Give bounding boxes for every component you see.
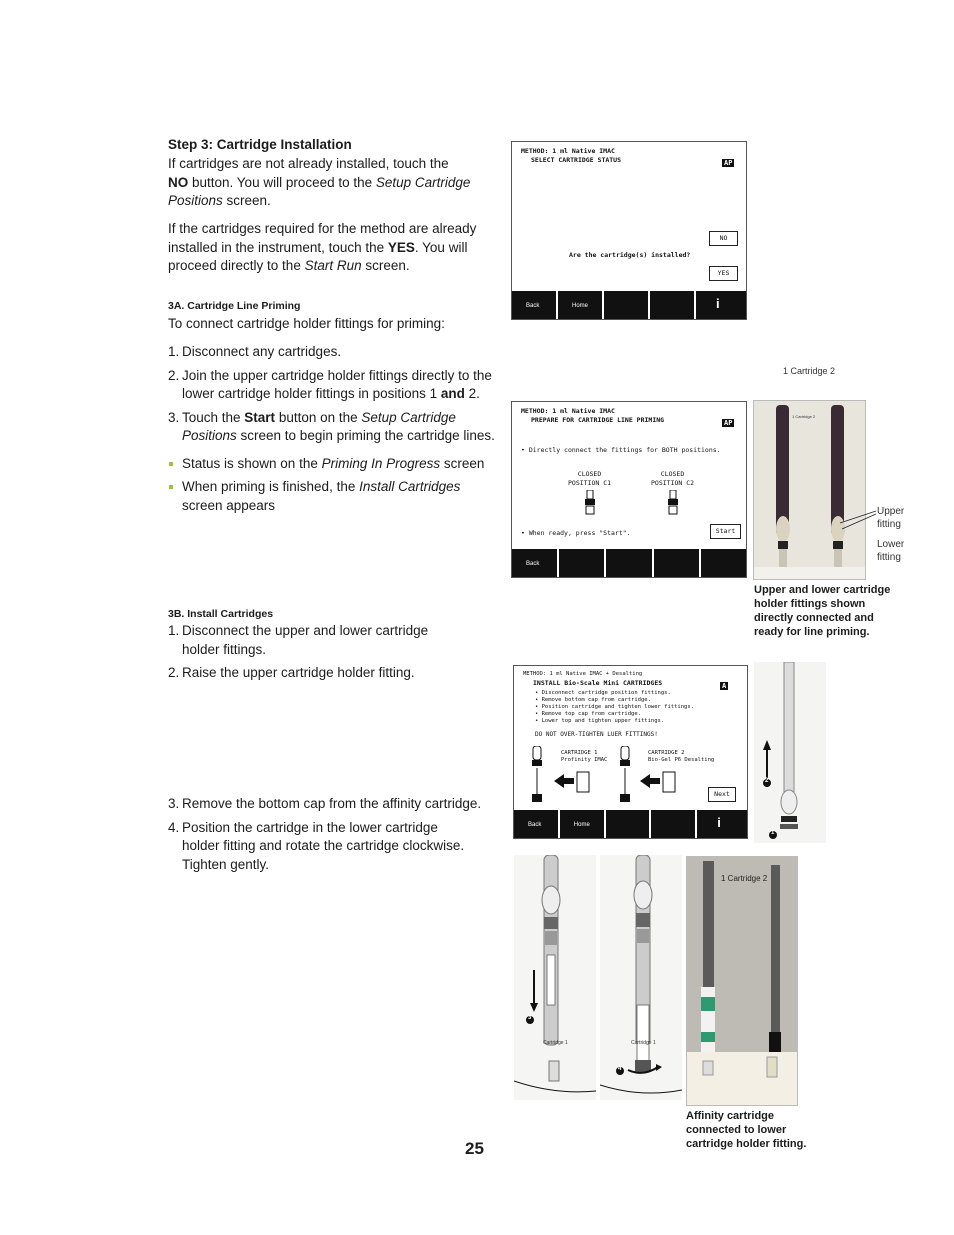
item-text: Disconnect the upper and lower cartridge holder fittings. xyxy=(182,623,429,657)
p1-text-b: button. You will proceed to the xyxy=(188,174,376,190)
item-text: button on the xyxy=(275,409,362,425)
info-button[interactable]: i xyxy=(716,296,720,311)
page-number: 25 xyxy=(465,1139,484,1158)
step-number-4: 4 xyxy=(618,1066,622,1072)
screen-line-priming xyxy=(511,401,747,578)
blank-button[interactable] xyxy=(559,549,606,577)
step3-paragraph-1 xyxy=(168,155,486,211)
p1-italic: Setup Cartridge Positions xyxy=(168,174,471,208)
p1-text-a: If cartridges are not already installed, touch the xyxy=(168,156,449,171)
bullet-item xyxy=(168,478,482,515)
upper-fitting-label: Upper fitting xyxy=(877,506,905,530)
photo-position-cartridge xyxy=(600,855,682,1100)
lower-fitting-label: Lower fitting xyxy=(877,539,905,563)
cartridge-holder-photo xyxy=(754,401,865,579)
next-button[interactable]: Next xyxy=(708,787,736,802)
home-button[interactable]: Home xyxy=(560,810,606,838)
screen-question: Are the cartridge(s) installed? xyxy=(569,251,691,259)
fitting-pointer-lines xyxy=(838,505,878,535)
bullet-text: screen appears xyxy=(182,497,276,513)
p2-italic: Start Run xyxy=(304,258,362,273)
item-italic: Setup Cartridge Positions xyxy=(182,409,456,443)
section-3b-title: 3B. Install Cartridges xyxy=(168,608,274,620)
item-text: Join the upper cartridge holder fittings directly to the lower cartridge holder fittings in positions 1 xyxy=(182,367,492,401)
photo-cartridge-label: Cartridge 1 xyxy=(543,1040,568,1046)
cartridge-type: Profinity IMAC xyxy=(561,757,608,763)
screen-button-bar xyxy=(512,291,746,319)
screen-code-badge: AP xyxy=(724,419,733,427)
back-button[interactable]: Back xyxy=(512,291,558,319)
list-item xyxy=(168,622,468,659)
section-3a-list xyxy=(168,343,503,515)
blank-button[interactable] xyxy=(701,549,746,577)
screen-instruction: • Directly connect the fittings for BOTH positions. xyxy=(521,446,721,454)
step3-title: Step 3: Cartridge Installation xyxy=(168,137,352,152)
no-button[interactable]: NO xyxy=(709,231,738,246)
item-text: Touch the xyxy=(182,409,245,425)
list-item xyxy=(168,367,503,404)
back-button[interactable]: Back xyxy=(512,549,559,577)
bullet-italic: Priming In Progress xyxy=(321,455,441,471)
item-text: Remove the bottom cap from the affinity cartridge. xyxy=(182,796,482,811)
screen-step: • Remove bottom cap from cartridge. xyxy=(535,697,651,703)
item-number: 2. xyxy=(168,367,180,383)
photo-caption: Affinity cartridge connected to lower cartridge holder fitting. xyxy=(686,1110,807,1150)
screen-method: METHOD: 1 ml Native IMAC xyxy=(521,147,615,155)
bullet-marker xyxy=(169,485,173,489)
screen-step: • Lower top and tighten upper fittings. xyxy=(535,718,665,724)
position-c1 xyxy=(568,470,611,521)
item-number: 3. xyxy=(168,796,180,811)
list-item xyxy=(168,795,493,814)
screen-header xyxy=(521,147,621,165)
bullet-item xyxy=(168,455,503,474)
list-item xyxy=(168,343,503,362)
p2-text-a: If the cartridges required for the method are already installed in the instrument, touch the xyxy=(168,221,477,255)
step-number-1: 1 xyxy=(771,830,775,836)
item-number: 4. xyxy=(168,819,180,835)
photo-cartridge-label: 1 Cartridge 2 xyxy=(783,366,836,376)
step3-paragraph-2 xyxy=(168,220,498,276)
screen-button-bar xyxy=(512,549,746,577)
start-button[interactable]: Start xyxy=(710,524,741,539)
home-button[interactable]: Home xyxy=(558,291,604,319)
screen-step: • Position cartridge and tighten lower fittings. xyxy=(535,704,694,710)
cartridge-number: CARTRIDGE 2 xyxy=(648,750,685,756)
screen-method: METHOD: 1 ml Native IMAC xyxy=(521,407,615,415)
position-cartridge-illustration xyxy=(600,855,682,1100)
yes-button[interactable]: YES xyxy=(709,266,738,281)
section-3b-list-b xyxy=(168,795,493,874)
bullet-text: When priming is finished, the xyxy=(182,479,360,494)
screen-install-cartridges xyxy=(513,665,748,839)
back-button[interactable]: Back xyxy=(514,810,560,838)
photo-cartridge-label: Cartridge 1 xyxy=(631,1040,656,1046)
section-3a-intro: To connect cartridge holder fittings for priming: xyxy=(168,316,445,331)
cartridge1-label xyxy=(561,750,607,764)
section-3a-title: 3A. Cartridge Line Priming xyxy=(168,300,301,312)
screen-steps xyxy=(535,690,694,725)
blank-button[interactable] xyxy=(651,810,697,838)
fitting-icon xyxy=(583,490,597,518)
screen-method: METHOD: 1 ml Native IMAC + Desalting xyxy=(523,671,643,677)
screen-code-badge: AP xyxy=(724,159,733,167)
item-bold: and xyxy=(440,386,465,401)
item-text: 2. xyxy=(464,386,480,401)
raise-fitting-illustration xyxy=(754,662,826,843)
info-button[interactable]: i xyxy=(717,815,721,830)
list-item xyxy=(168,664,468,683)
item-text: Disconnect any cartridges. xyxy=(182,344,342,359)
screen-title: INSTALL Bio-Scale Mini CARTRIDGES xyxy=(533,679,663,687)
section-3b-list-a xyxy=(168,622,468,683)
photo-remove-cap xyxy=(514,855,596,1100)
blank-button[interactable] xyxy=(650,291,696,319)
photo-affinity-cartridge xyxy=(686,856,798,1106)
screen-code-badge: A xyxy=(722,682,727,690)
p1-no: NO xyxy=(168,174,189,190)
screen-header xyxy=(521,407,664,425)
bullet-italic: Install Cartridges xyxy=(359,479,461,494)
list-item xyxy=(168,409,503,446)
screen-ready-text: • When ready, press "Start". xyxy=(521,529,631,537)
blank-button[interactable] xyxy=(606,549,653,577)
affinity-cartridge-photo xyxy=(687,857,797,1105)
position-label: POSITION C2 xyxy=(651,479,695,487)
item-bold: Start xyxy=(244,409,276,425)
screen-select-cartridge-status xyxy=(511,141,747,320)
p1-text-c: screen. xyxy=(222,193,271,208)
photo-inner-label: 1 Cartridge 2 xyxy=(792,414,816,419)
cartridge-type: Bio-Gel P6 Desalting xyxy=(648,757,715,763)
item-text: Position the cartridge in the lower cartridge holder fitting and rotate the cartridge clockwise. Tighten gently. xyxy=(182,819,465,872)
screen-button-bar xyxy=(514,810,747,838)
p2-yes: YES xyxy=(387,239,415,255)
bullet-text: screen xyxy=(440,455,485,471)
screen-warning: DO NOT OVER-TIGHTEN LUER FITTINGS! xyxy=(535,731,658,738)
photo-raise-fitting xyxy=(754,662,826,843)
screen-title: SELECT CARTRIDGE STATUS xyxy=(531,156,622,164)
item-number: 3. xyxy=(168,409,180,425)
item-number: 1. xyxy=(168,623,180,638)
step-number-3: 3 xyxy=(528,1015,532,1021)
photo-caption: Upper and lower cartridge holder fittings shown directly connected and ready for line priming. xyxy=(754,584,891,638)
fitting-icon xyxy=(666,490,680,518)
remove-cap-illustration xyxy=(514,855,596,1100)
blank-button[interactable] xyxy=(604,291,650,319)
screen-step: • Disconnect cartridge position fittings. xyxy=(535,690,671,696)
cartridge2-label xyxy=(648,750,714,764)
photo-fittings-connected xyxy=(753,400,866,580)
position-label: POSITION C1 xyxy=(568,479,612,487)
step-number-2: 2 xyxy=(765,778,769,784)
cartridge-number: CARTRIDGE 1 xyxy=(561,750,598,756)
item-text: Raise the upper cartridge holder fitting. xyxy=(182,665,415,680)
item-text: screen to begin priming the cartridge lines. xyxy=(236,428,495,443)
screen-title: PREPARE FOR CARTRIDGE LINE PRIMING xyxy=(531,416,665,424)
position-status: CLOSED xyxy=(577,470,602,478)
position-c2 xyxy=(651,470,694,521)
item-number: 2. xyxy=(168,665,180,680)
photo-cartridge-label: 1 Cartridge 2 xyxy=(721,874,768,883)
item-number: 1. xyxy=(168,344,180,359)
p2-text-b: . You will proceed directly to the xyxy=(168,239,468,273)
position-status: CLOSED xyxy=(660,470,685,478)
bullet-marker xyxy=(169,462,173,466)
blank-button[interactable] xyxy=(606,810,652,838)
bullet-text: Status is shown on the xyxy=(182,455,322,471)
p2-text-c: screen. xyxy=(361,258,410,273)
list-item xyxy=(168,819,472,875)
blank-button[interactable] xyxy=(654,549,701,577)
screen-step: • Remove top cap from cartridge. xyxy=(535,711,641,717)
